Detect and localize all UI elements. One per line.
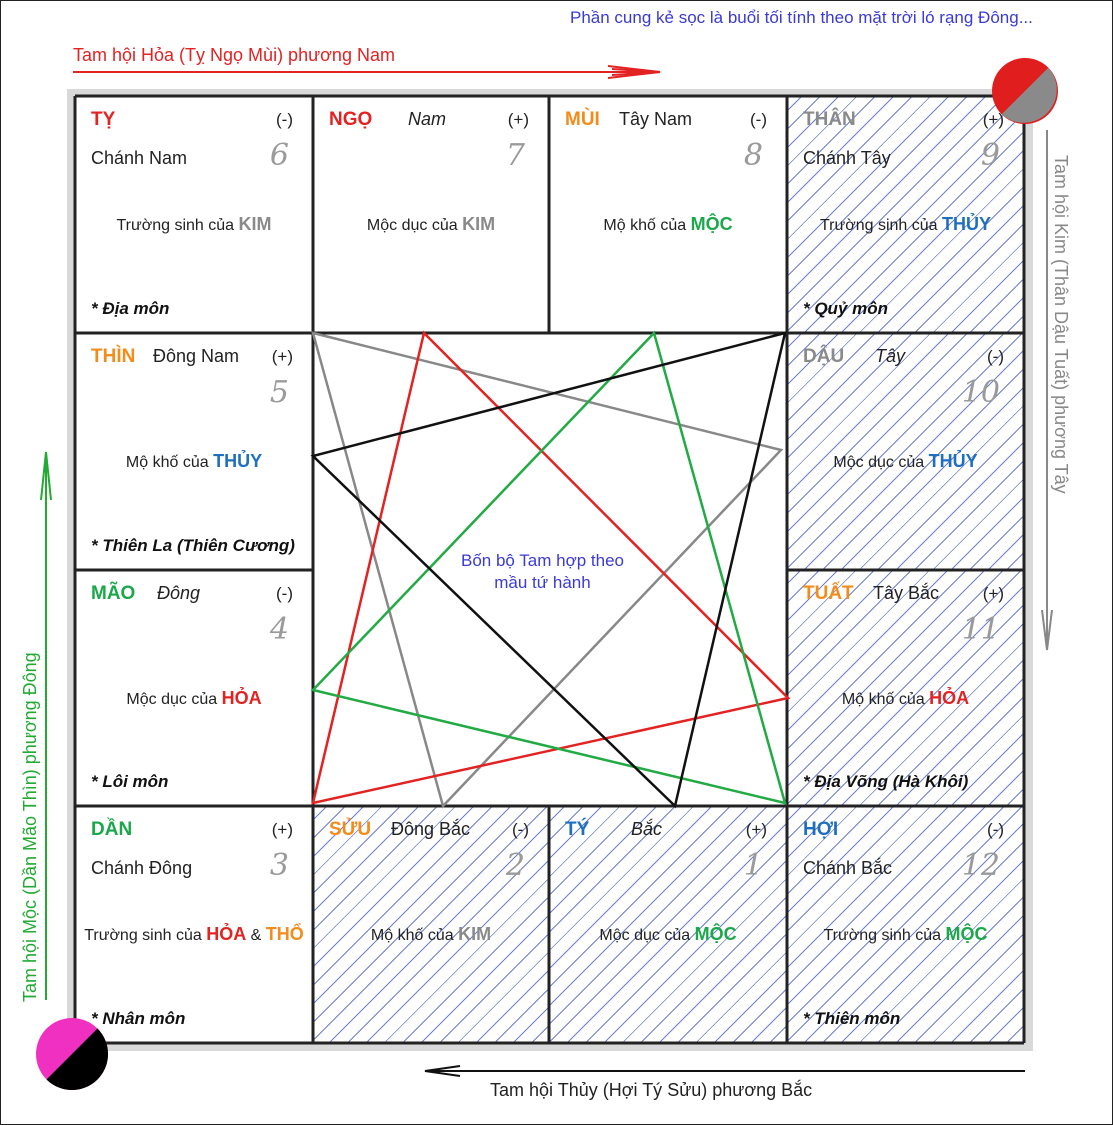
palace-name: NGỌ — [329, 109, 373, 130]
palace-direction: Đông Bắc — [391, 819, 471, 839]
description-prefix: Mộc dục của — [599, 927, 691, 944]
polarity-sign: (+) — [271, 820, 293, 839]
palace-direction: Bắc — [631, 819, 663, 839]
element-label: THỦY — [942, 214, 991, 234]
description-prefix: Trường sinh của — [823, 927, 942, 944]
palace-direction: Tây — [875, 346, 906, 366]
polarity-sign: (+) — [271, 347, 293, 366]
arrow-west — [1042, 130, 1052, 650]
palace-direction: Nam — [408, 109, 447, 129]
palace-name: DẦN — [91, 819, 133, 840]
polarity-sign: (+) — [982, 584, 1004, 603]
element-label: MỘC — [945, 924, 988, 944]
palace-subtitle: Chánh Nam — [91, 148, 188, 168]
gate-label: * Nhân môn — [91, 1009, 186, 1028]
palace-subtitle: Chánh Đông — [91, 858, 193, 878]
description-prefix: Mộc dục của — [366, 217, 458, 234]
palace-number: 6 — [269, 138, 289, 173]
polarity-sign: (-) — [987, 820, 1004, 839]
polarity-sign: (-) — [987, 347, 1004, 366]
description-prefix: Mộc dục của — [833, 454, 925, 471]
arrow-north — [425, 1066, 1025, 1076]
palace-number: 8 — [743, 138, 763, 173]
polarity-sign: (+) — [745, 820, 767, 839]
gate-label: * Lôi môn — [91, 772, 169, 791]
palace-number: 11 — [961, 612, 1000, 647]
gate-label: * Địa Võng (Hà Khôi) — [803, 772, 969, 791]
palace-direction: Đông Nam — [153, 346, 240, 366]
palace-direction: Tây Nam — [619, 109, 693, 129]
palace-name: MÙI — [565, 109, 600, 130]
palace-subtitle: Chánh Bắc — [803, 858, 893, 878]
sunset-marker-icon — [992, 58, 1058, 124]
element-label: HỎA — [221, 688, 262, 708]
top-note: Phần cung kẻ sọc là buổi tối tính theo mặt trời ló rạng Đông... — [570, 8, 1033, 27]
element-label: KIM — [238, 214, 272, 234]
element-label: MỘC — [694, 924, 737, 944]
palace-name: TÝ — [565, 819, 590, 840]
palace-number: 7 — [505, 138, 525, 173]
description-prefix: Trường sinh của — [116, 217, 235, 234]
element-label: MỘC — [690, 214, 733, 234]
palace-name: MÃO — [91, 583, 136, 604]
palace-name: DẬU — [803, 346, 845, 367]
polarity-sign: (-) — [276, 110, 293, 129]
palace-number: 5 — [269, 375, 289, 410]
palace-number: 3 — [269, 848, 289, 883]
palace-number: 12 — [961, 848, 1000, 883]
arrow-south — [73, 66, 660, 78]
polarity-sign: (-) — [276, 584, 293, 603]
element-label: THỦY — [213, 451, 263, 471]
description-prefix: Mộc dục của — [126, 691, 218, 708]
palace-subtitle: Chánh Tây — [803, 148, 891, 168]
annotation-north-water: Tam hội Thủy (Hợi Tý Sửu) phương Bắc — [490, 1080, 813, 1100]
palace-name: TUẤT — [803, 583, 854, 604]
palace-name: HỢI — [803, 819, 839, 840]
center-label: Bốn bộ Tam hợp theo mầu tứ hành — [460, 551, 624, 592]
description-prefix: Mộ khố của — [603, 217, 687, 234]
element-joiner: & — [246, 927, 266, 944]
palace-direction: Đông — [157, 583, 201, 603]
element-label: HỎA — [929, 688, 970, 708]
palace-name: TỴ — [91, 109, 116, 130]
palace-name: THÂN — [803, 109, 856, 130]
element-label: KIM — [458, 924, 492, 944]
gate-label: * Thiên môn — [803, 1009, 901, 1028]
element-label: HỎA — [206, 924, 247, 944]
description-prefix: Mộ khố của — [370, 927, 454, 944]
description-prefix: Mộ khố của — [125, 454, 209, 471]
annotation-west-metal: Tam hội Kim (Thân Dậu Tuất) phương Tây — [1051, 155, 1071, 494]
palace-direction: Tây Bắc — [873, 583, 940, 603]
polarity-sign: (-) — [750, 110, 767, 129]
gate-label: * Địa môn — [91, 299, 170, 318]
polarity-sign: (+) — [507, 110, 529, 129]
gate-label: * Thiên La (Thiên Cương) — [91, 536, 295, 555]
element-label: KIM — [462, 214, 496, 234]
description-prefix: Trường sinh của — [820, 217, 938, 234]
sunrise-marker-icon — [36, 1018, 108, 1090]
palace-number: 2 — [505, 848, 525, 883]
element-label-secondary: THỔ — [265, 924, 304, 944]
palace-name: SỬU — [329, 819, 372, 840]
polarity-sign: (-) — [512, 820, 529, 839]
palace-number: 9 — [980, 138, 1000, 173]
description-prefix: Trường sinh của — [84, 927, 202, 944]
description-prefix: Mộ khố của — [841, 691, 925, 708]
palace-name: THÌN — [91, 346, 136, 367]
palace-number: 10 — [961, 375, 1000, 410]
annotation-south-fire: Tam hội Hỏa (Tỵ Ngọ Mùi) phương Nam — [73, 45, 395, 65]
palace-number: 1 — [743, 848, 763, 883]
annotation-east-wood: Tam hội Mộc (Dần Mão Thìn) phương Đông — [20, 652, 40, 1002]
gate-label: * Quỷ môn — [803, 299, 889, 318]
element-label: THỦY — [928, 451, 978, 471]
arrow-east — [41, 452, 51, 1000]
polarity-sign: (+) — [982, 110, 1004, 129]
palace-number: 4 — [269, 612, 289, 647]
